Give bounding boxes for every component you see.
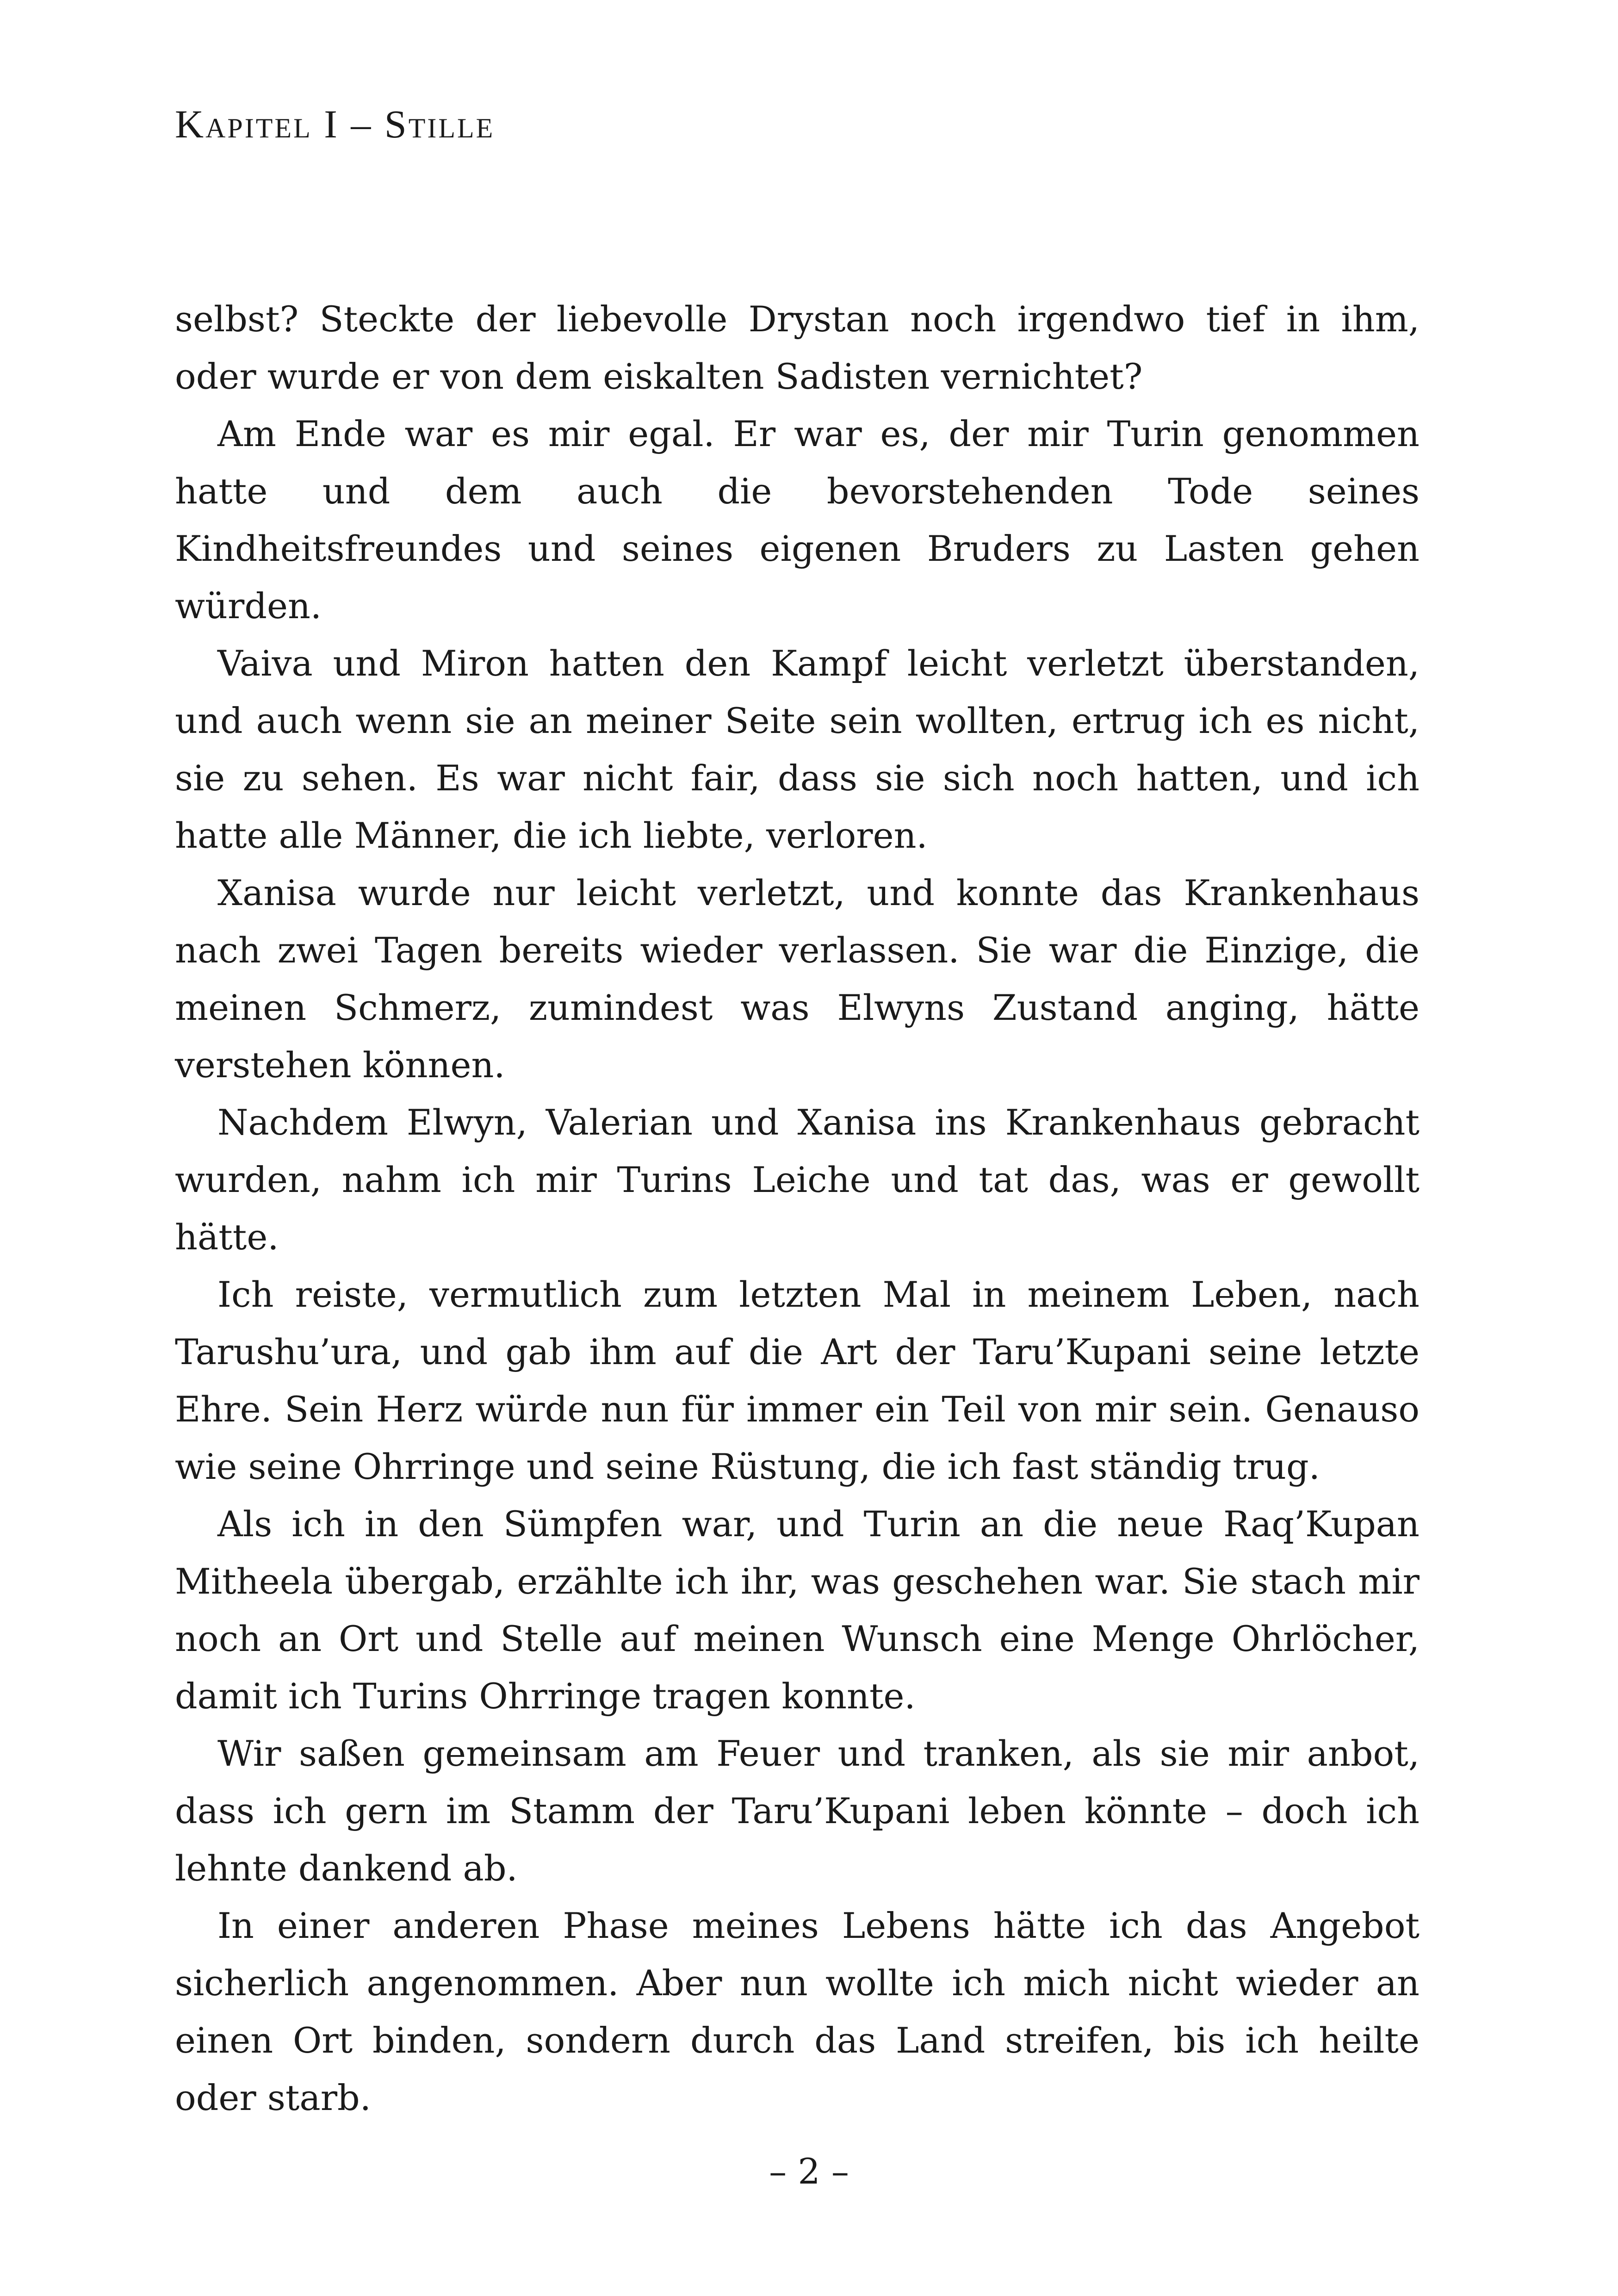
- body-text: [175, 291, 1420, 2127]
- paragraph: selbst? Steckte der liebevolle Drystan noch irgendwo tief in ihm, oder wurde er von dem eiskalten Sadisten vernichtet?: [175, 298, 1420, 397]
- running-header: Kapitel I – Stille: [175, 102, 495, 146]
- paragraph: Vaiva und Miron hatten den Kampf leicht verletzt überstanden, und auch wenn sie an meiner Seite sein wollten, ertrug ich es nicht, sie zu sehen. Es war nicht fair, dass sie sich noch hatten, und ich hatte alle Männer, die ich liebte, verloren.: [175, 643, 1420, 856]
- paragraph: Nachdem Elwyn, Valerian und Xanisa ins Krankenhaus gebracht wurden, nahm ich mir Turins Leiche und tat das, was er gewollt hätte.: [175, 1102, 1420, 1258]
- paragraph: Xanisa wurde nur leicht verletzt, und konnte das Krankenhaus nach zwei Tagen bereits wieder verlassen. Sie war die Einzige, die meinen Schmerz, zumindest was Elwyns Zustand anging, hätte verstehen können.: [175, 872, 1420, 1086]
- paragraph: Wir saßen gemeinsam am Feuer und tranken, als sie mir anbot, dass ich gern im Stamm der Taru’Kupani leben könnte – doch ich lehnte dankend ab.: [175, 1733, 1420, 1889]
- page-number: – 2 –: [769, 2151, 849, 2192]
- paragraph: Ich reiste, vermutlich zum letzten Mal in meinem Leben, nach Tarushu’ura, und gab ihm auf die Art der Taru’Kupani seine letzte Ehre. Sein Herz würde nun für immer ein Teil von mir sein. Genauso wie seine Ohrringe und seine Rüstung, die ich fast ständig trug.: [175, 1274, 1420, 1487]
- paragraph: In einer anderen Phase meines Lebens hätte ich das Angebot sicherlich angenommen. Aber nun wollte ich mich nicht wieder an einen Ort binden, sondern durch das Land streifen, bis ich heilte oder starb.: [175, 1905, 1420, 2118]
- paragraph: Am Ende war es mir egal. Er war es, der mir Turin genommen hatte und dem auch die bevorstehenden Tode seines Kindheitsfreundes und seines eigenen Bruders zu Lasten gehen würden.: [175, 413, 1420, 627]
- paragraph: Als ich in den Sümpfen war, und Turin an die neue Raq’Kupan Mitheela übergab, erzählte ich ihr, was geschehen war. Sie stach mir noch an Ort und Stelle auf meinen Wunsch eine Menge Ohrlöcher, damit ich Turins Ohrringe tragen konnte.: [175, 1503, 1420, 1717]
